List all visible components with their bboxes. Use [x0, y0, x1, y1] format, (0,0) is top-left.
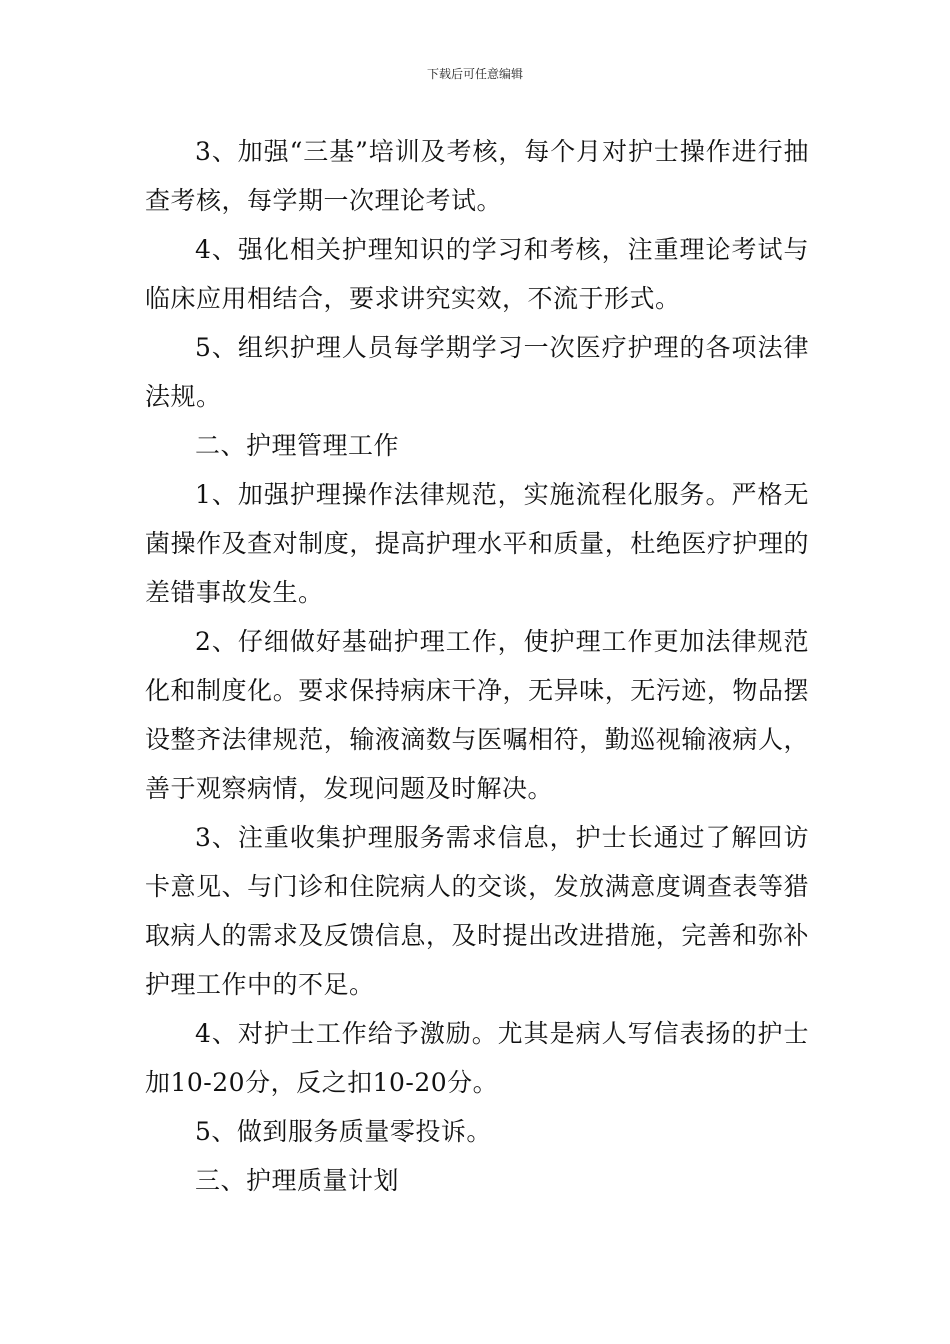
- paragraph: 4、对护士工作给予激励。尤其是病人写信表扬的护士加10-20分，反之扣10-20分。: [145, 1019, 809, 1097]
- section-heading: 三、护理质量计划: [195, 1166, 400, 1195]
- paragraph: 2、仔细做好基础护理工作，使护理工作更加法律规范化和制度化。要求保持病床干净，无异味，无污迹，物品摆设整齐法律规范，输液滴数与医嘱相符，勤巡视输液病人，善于观察病情，发现问题及时解决。: [145, 627, 809, 803]
- header-note: 下载后可任意编辑: [426, 67, 523, 81]
- paragraph: 1、加强护理操作法律规范，实施流程化服务。严格无菌操作及查对制度，提高护理水平和质量，杜绝医疗护理的差错事故发生。: [145, 480, 809, 607]
- paragraph: 5、组织护理人员每学期学习一次医疗护理的各项法律法规。: [145, 333, 809, 411]
- paragraph: 3、注重收集护理服务需求信息，护士长通过了解回访卡意见、与门诊和住院病人的交谈，发放满意度调查表等猎取病人的需求及反馈信息，及时提出改进措施，完善和弥补护理工作中的不足。: [145, 823, 809, 999]
- document-body: [145, 127, 809, 1205]
- paragraph: 3、加强“三基”培训及考核，每个月对护士操作进行抽查考核，每学期一次理论考试。: [145, 137, 809, 215]
- section-heading: 二、护理管理工作: [195, 431, 400, 460]
- paragraph: 5、做到服务质量零投诉。: [195, 1117, 492, 1146]
- paragraph: 4、强化相关护理知识的学习和考核，注重理论考试与临床应用相结合，要求讲究实效，不流于形式。: [145, 235, 809, 313]
